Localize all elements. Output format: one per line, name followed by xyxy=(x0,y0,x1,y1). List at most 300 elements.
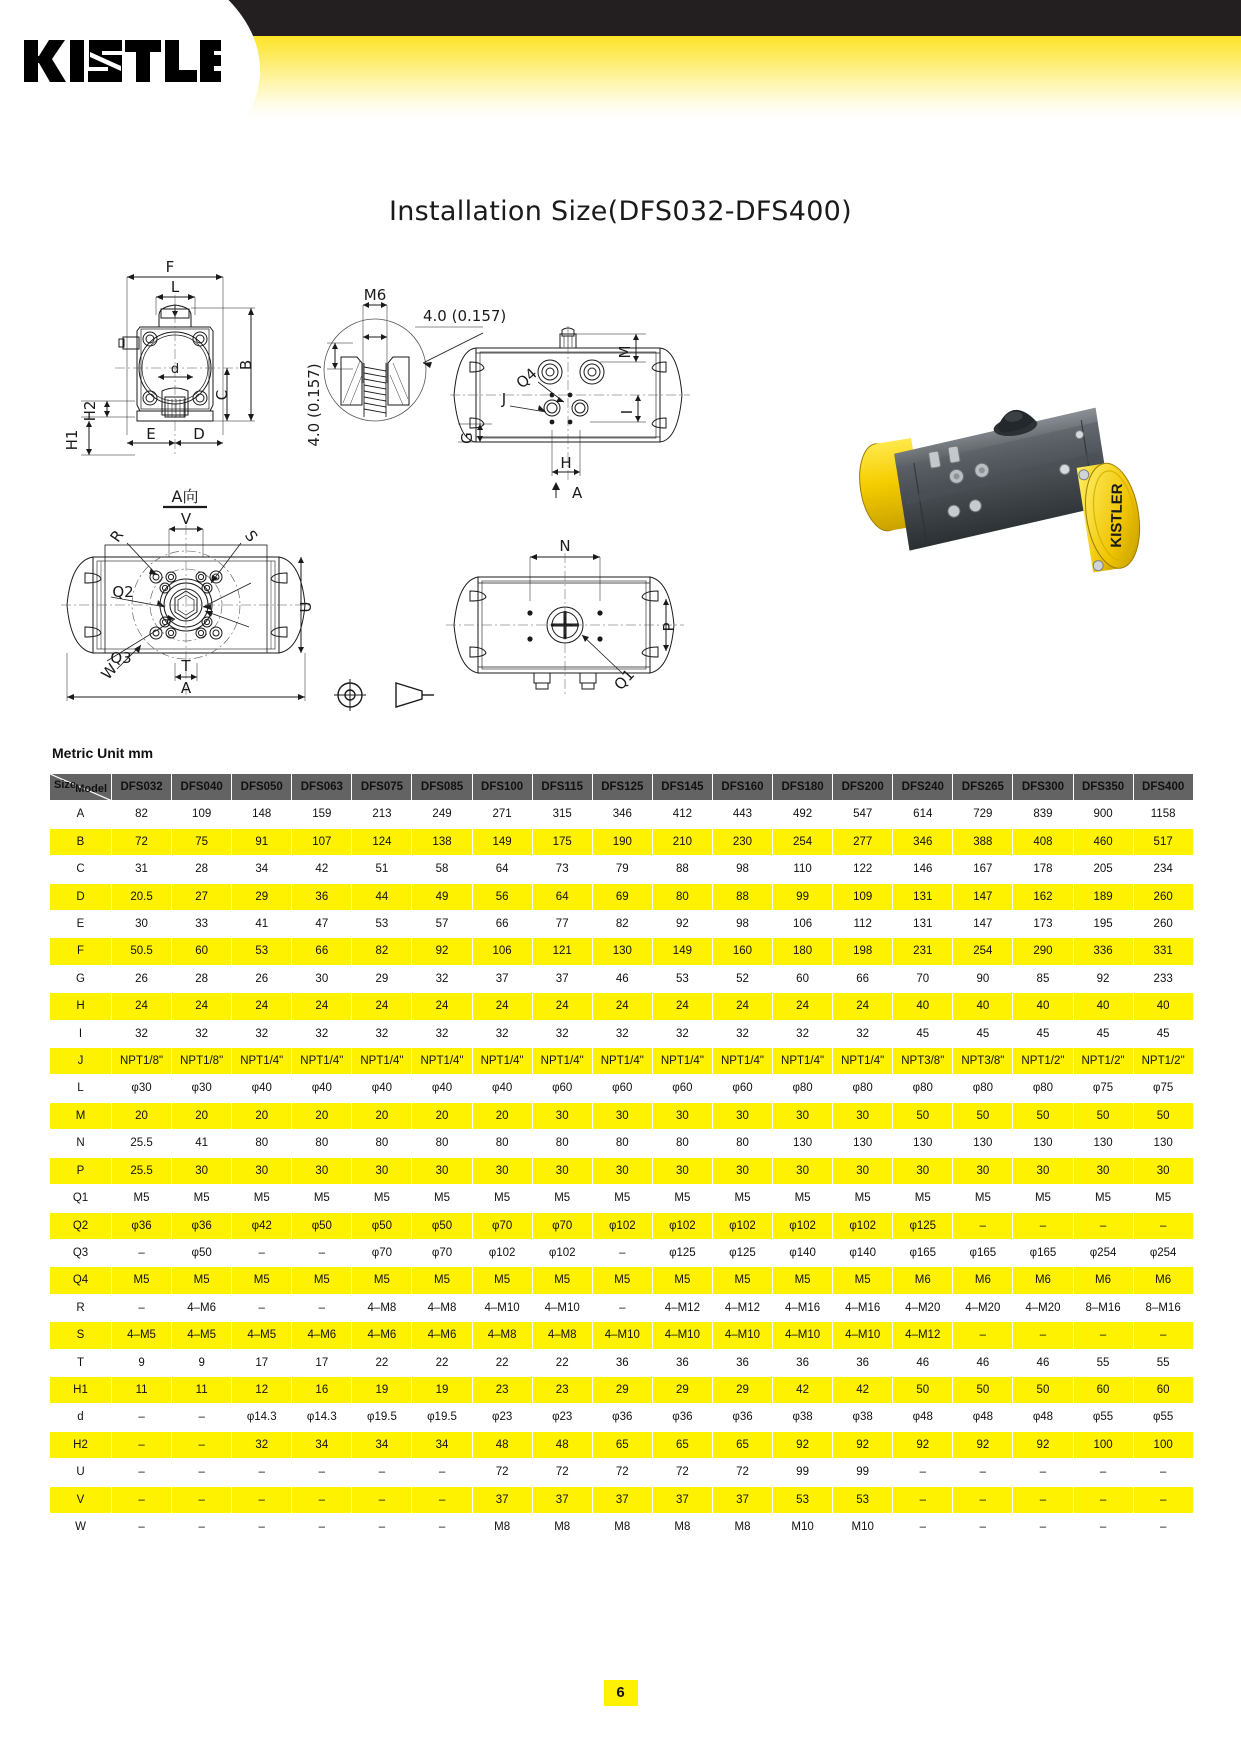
table-cell: – xyxy=(112,1459,172,1486)
table-row xyxy=(50,1075,1194,1102)
table-cell: M5 xyxy=(472,1267,532,1294)
table-cell: 492 xyxy=(773,801,833,828)
table-cell: 53 xyxy=(232,938,292,965)
table-cell: φ254 xyxy=(1133,1239,1193,1266)
kistler-logo xyxy=(22,38,222,84)
table-cell: 22 xyxy=(352,1349,412,1376)
table-cell: 729 xyxy=(953,801,1013,828)
table-cell: M5 xyxy=(412,1185,472,1212)
table-header-row xyxy=(50,774,1194,801)
table-cell: 30 xyxy=(712,1157,772,1184)
table-cell: 29 xyxy=(352,965,412,992)
table-cell: 80 xyxy=(232,1130,292,1157)
table-cell: φ75 xyxy=(1073,1075,1133,1102)
table-cell: 66 xyxy=(292,938,352,965)
table-cell: φ254 xyxy=(1073,1239,1133,1266)
table-cell: 24 xyxy=(592,993,652,1020)
table-cell: 9 xyxy=(112,1349,172,1376)
table-cell: 34 xyxy=(232,856,292,883)
table-cell: 42 xyxy=(773,1376,833,1403)
table-cell: 80 xyxy=(592,1130,652,1157)
table-cell: 233 xyxy=(1133,965,1193,992)
table-cell: 900 xyxy=(1073,801,1133,828)
table-cell: 92 xyxy=(412,938,472,965)
table-cell: 55 xyxy=(1073,1349,1133,1376)
table-cell: φ102 xyxy=(773,1212,833,1239)
table-cell: – xyxy=(232,1513,292,1540)
table-cell: 37 xyxy=(472,1486,532,1513)
table-cell: 64 xyxy=(532,883,592,910)
table-cell: 173 xyxy=(1013,911,1073,938)
table-cell: 80 xyxy=(652,883,712,910)
table-row xyxy=(50,828,1194,855)
table-col-header: DFS265 xyxy=(953,774,1013,801)
table-cell: 65 xyxy=(712,1431,772,1458)
table-row xyxy=(50,1020,1194,1047)
table-row xyxy=(50,1239,1194,1266)
table-cell: φ70 xyxy=(472,1212,532,1239)
table-cell: φ55 xyxy=(1073,1404,1133,1431)
table-cell: M5 xyxy=(352,1185,412,1212)
table-cell: 412 xyxy=(652,801,712,828)
table-cell: φ60 xyxy=(592,1075,652,1102)
table-row-label: L xyxy=(50,1075,112,1102)
table-cell: M5 xyxy=(472,1185,532,1212)
table-cell: φ36 xyxy=(172,1212,232,1239)
table-cell: – xyxy=(1073,1459,1133,1486)
table-cell: 88 xyxy=(652,856,712,883)
table-cell: 30 xyxy=(833,1102,893,1129)
dim-label-V: V xyxy=(180,510,192,528)
table-cell: 195 xyxy=(1073,911,1133,938)
table-row-label: T xyxy=(50,1349,112,1376)
table-cell: 336 xyxy=(1073,938,1133,965)
table-cell: – xyxy=(893,1486,953,1513)
table-cell: – xyxy=(893,1513,953,1540)
table-cell: NPT1/4" xyxy=(592,1048,652,1075)
table-cell: 24 xyxy=(112,993,172,1020)
table-row-label: S xyxy=(50,1322,112,1349)
table-cell: 88 xyxy=(712,883,772,910)
dim-label-J: J xyxy=(501,390,507,408)
table-cell: 443 xyxy=(712,801,772,828)
table-cell: 32 xyxy=(652,1020,712,1047)
table-cell: – xyxy=(1073,1486,1133,1513)
table-cell: – xyxy=(292,1294,352,1321)
table-row-label: I xyxy=(50,1020,112,1047)
table-cell: M5 xyxy=(292,1185,352,1212)
table-cell: – xyxy=(1013,1513,1073,1540)
table-col-header: DFS240 xyxy=(893,774,953,801)
table-cell: 30 xyxy=(1013,1157,1073,1184)
table-row-label: d xyxy=(50,1404,112,1431)
table-cell: 32 xyxy=(532,1020,592,1047)
table-cell: 130 xyxy=(833,1130,893,1157)
table-cell: 4–M8 xyxy=(412,1294,472,1321)
table-cell: φ165 xyxy=(1013,1239,1073,1266)
table-cell: φ102 xyxy=(833,1212,893,1239)
table-cell: φ80 xyxy=(893,1075,953,1102)
table-cell: NPT1/2" xyxy=(1073,1048,1133,1075)
table-cell: 20 xyxy=(352,1102,412,1129)
table-cell: 32 xyxy=(773,1020,833,1047)
table-cell: 37 xyxy=(652,1486,712,1513)
table-cell: 20 xyxy=(412,1102,472,1129)
table-cell: 149 xyxy=(652,938,712,965)
table-cell: 167 xyxy=(953,856,1013,883)
table-cell: φ50 xyxy=(172,1239,232,1266)
table-cell: φ36 xyxy=(652,1404,712,1431)
table-cell: 29 xyxy=(652,1376,712,1403)
table-cell: 34 xyxy=(352,1431,412,1458)
dim-label-H1: H1 xyxy=(63,429,81,451)
table-cell: 32 xyxy=(412,1020,472,1047)
table-row xyxy=(50,1130,1194,1157)
table-col-header: DFS145 xyxy=(652,774,712,801)
dim-label-U: U xyxy=(297,601,315,613)
table-cell: 4–M10 xyxy=(532,1294,592,1321)
table-cell: NPT1/4" xyxy=(412,1048,472,1075)
table-cell: M6 xyxy=(893,1267,953,1294)
table-row-label: H2 xyxy=(50,1431,112,1458)
table-cell: 75 xyxy=(172,828,232,855)
table-cell: 20 xyxy=(172,1102,232,1129)
table-cell: 130 xyxy=(592,938,652,965)
section-label-A: A xyxy=(572,484,583,502)
table-cell: 4–M5 xyxy=(172,1322,232,1349)
table-cell: 32 xyxy=(712,1020,772,1047)
dim-label-F: F xyxy=(165,258,175,276)
table-cell: NPT1/4" xyxy=(652,1048,712,1075)
table-cell: 147 xyxy=(953,911,1013,938)
table-cell: 31 xyxy=(112,856,172,883)
table-corner-header xyxy=(50,774,112,801)
table-cell: 92 xyxy=(893,1431,953,1458)
table-cell: 37 xyxy=(532,965,592,992)
table-cell: 30 xyxy=(1133,1157,1193,1184)
table-row-label: W xyxy=(50,1513,112,1540)
table-cell: M6 xyxy=(1073,1267,1133,1294)
table-cell: 40 xyxy=(1013,993,1073,1020)
table-col-header: DFS040 xyxy=(172,774,232,801)
table-cell: 36 xyxy=(652,1349,712,1376)
table-cell: 24 xyxy=(833,993,893,1020)
table-cell: 4–M8 xyxy=(472,1322,532,1349)
table-cell: 210 xyxy=(652,828,712,855)
table-cell: NPT1/4" xyxy=(472,1048,532,1075)
table-cell: 37 xyxy=(592,1486,652,1513)
table-cell: 162 xyxy=(1013,883,1073,910)
table-cell: 82 xyxy=(352,938,412,965)
dim-label-M: M xyxy=(616,345,634,359)
table-row-label: B xyxy=(50,828,112,855)
corner-label-size: Size xyxy=(54,779,77,791)
table-cell: 46 xyxy=(953,1349,1013,1376)
table-cell: φ70 xyxy=(532,1212,592,1239)
table-cell: φ60 xyxy=(712,1075,772,1102)
table-cell: 230 xyxy=(712,828,772,855)
table-cell: M5 xyxy=(773,1185,833,1212)
table-cell: 28 xyxy=(172,965,232,992)
table-cell: – xyxy=(172,1486,232,1513)
table-cell: 408 xyxy=(1013,828,1073,855)
table-cell: 48 xyxy=(472,1431,532,1458)
table-cell: M6 xyxy=(1133,1267,1193,1294)
table-cell: 121 xyxy=(532,938,592,965)
table-cell: M5 xyxy=(712,1267,772,1294)
table-cell: 37 xyxy=(712,1486,772,1513)
table-cell: M5 xyxy=(893,1185,953,1212)
table-cell: – xyxy=(1013,1459,1073,1486)
table-cell: 32 xyxy=(232,1020,292,1047)
dim-label-4-0-vertical: 4.0 (0.157) xyxy=(305,363,323,447)
table-row xyxy=(50,1212,1194,1239)
page-header xyxy=(0,0,1241,118)
table-cell: M5 xyxy=(833,1267,893,1294)
table-cell: 41 xyxy=(232,911,292,938)
table-cell: 41 xyxy=(172,1130,232,1157)
table-cell: NPT3/8" xyxy=(893,1048,953,1075)
table-cell: 80 xyxy=(652,1130,712,1157)
table-cell: 45 xyxy=(893,1020,953,1047)
table-cell: φ38 xyxy=(773,1404,833,1431)
table-cell: 30 xyxy=(592,1102,652,1129)
table-row xyxy=(50,856,1194,883)
table-cell: 20.5 xyxy=(112,883,172,910)
table-col-header: DFS063 xyxy=(292,774,352,801)
table-cell: 4–M6 xyxy=(172,1294,232,1321)
table-cell: 460 xyxy=(1073,828,1133,855)
table-cell: 19 xyxy=(352,1376,412,1403)
table-cell: 80 xyxy=(352,1130,412,1157)
table-row xyxy=(50,1185,1194,1212)
table-cell: 25.5 xyxy=(112,1157,172,1184)
table-row xyxy=(50,1459,1194,1486)
table-cell: 77 xyxy=(532,911,592,938)
table-cell: φ125 xyxy=(712,1239,772,1266)
table-cell: 100 xyxy=(1073,1431,1133,1458)
table-row-label: M xyxy=(50,1102,112,1129)
table-cell: 277 xyxy=(833,828,893,855)
table-cell: 80 xyxy=(412,1130,472,1157)
table-cell: 4–M12 xyxy=(712,1294,772,1321)
table-cell: 122 xyxy=(833,856,893,883)
table-cell: 254 xyxy=(953,938,1013,965)
table-cell: 40 xyxy=(1133,993,1193,1020)
table-col-header: DFS032 xyxy=(112,774,172,801)
table-cell: 79 xyxy=(592,856,652,883)
table-row-label: J xyxy=(50,1048,112,1075)
table-cell: M5 xyxy=(172,1185,232,1212)
table-cell: – xyxy=(172,1459,232,1486)
table-cell: 32 xyxy=(292,1020,352,1047)
table-cell: – xyxy=(232,1459,292,1486)
table-cell: 49 xyxy=(412,883,472,910)
table-cell: 106 xyxy=(472,938,532,965)
table-cell: φ48 xyxy=(953,1404,1013,1431)
table-cell: – xyxy=(953,1513,1013,1540)
table-cell: 130 xyxy=(1133,1130,1193,1157)
table-cell: M5 xyxy=(953,1185,1013,1212)
dim-label-H: H xyxy=(560,454,572,472)
table-cell: 80 xyxy=(532,1130,592,1157)
drawing-side-view xyxy=(440,300,700,500)
table-cell: 190 xyxy=(592,828,652,855)
table-cell: 4–M6 xyxy=(292,1322,352,1349)
table-cell: NPT1/8" xyxy=(112,1048,172,1075)
table-cell: 24 xyxy=(412,993,472,1020)
table-cell: 4–M10 xyxy=(652,1322,712,1349)
table-cell: φ36 xyxy=(112,1212,172,1239)
drawing-symbols xyxy=(330,675,450,715)
table-cell: 29 xyxy=(232,883,292,910)
table-cell: 24 xyxy=(172,993,232,1020)
table-cell: 98 xyxy=(712,856,772,883)
table-cell: 23 xyxy=(472,1376,532,1403)
dim-label-Q3: Q3 xyxy=(110,649,132,667)
table-cell: 50 xyxy=(1073,1102,1133,1129)
table-cell: M5 xyxy=(292,1267,352,1294)
table-cell: φ165 xyxy=(893,1239,953,1266)
table-cell: 109 xyxy=(833,883,893,910)
table-cell: 30 xyxy=(1073,1157,1133,1184)
table-row xyxy=(50,1048,1194,1075)
table-cell: M10 xyxy=(833,1513,893,1540)
table-row-label: U xyxy=(50,1459,112,1486)
table-row-label: Q2 xyxy=(50,1212,112,1239)
table-cell: 92 xyxy=(652,911,712,938)
table-cell: 29 xyxy=(712,1376,772,1403)
table-cell: 346 xyxy=(893,828,953,855)
table-cell: M6 xyxy=(1013,1267,1073,1294)
table-cell: 32 xyxy=(412,965,472,992)
table-cell: φ102 xyxy=(712,1212,772,1239)
table-row xyxy=(50,911,1194,938)
table-header xyxy=(50,774,1194,801)
table-cell: 42 xyxy=(833,1376,893,1403)
table-cell: 254 xyxy=(773,828,833,855)
table-cell: 65 xyxy=(592,1431,652,1458)
table-cell: NPT1/2" xyxy=(1013,1048,1073,1075)
table-cell: 85 xyxy=(1013,965,1073,992)
table-cell: 58 xyxy=(412,856,472,883)
table-cell: NPT1/8" xyxy=(172,1048,232,1075)
table-cell: 20 xyxy=(232,1102,292,1129)
table-cell: M5 xyxy=(1133,1185,1193,1212)
table-cell: 50 xyxy=(1013,1376,1073,1403)
table-cell: 65 xyxy=(652,1431,712,1458)
dim-label-M6: M6 xyxy=(363,286,387,304)
table-cell: 53 xyxy=(773,1486,833,1513)
corner-label-model: Model xyxy=(75,783,107,795)
table-cell: – xyxy=(1073,1212,1133,1239)
table-cell: M6 xyxy=(953,1267,1013,1294)
table-cell: 36 xyxy=(833,1349,893,1376)
metric-unit-note: Metric Unit mm xyxy=(52,745,154,761)
table-cell: NPT1/4" xyxy=(532,1048,592,1075)
table-cell: 50 xyxy=(893,1376,953,1403)
table-cell: 50 xyxy=(953,1102,1013,1129)
table-cell: 131 xyxy=(893,883,953,910)
table-cell: 4–M5 xyxy=(112,1322,172,1349)
table-cell: 36 xyxy=(292,883,352,910)
table-cell: 30 xyxy=(953,1157,1013,1184)
table-cell: 4–M10 xyxy=(773,1322,833,1349)
table-cell: 4–M8 xyxy=(532,1322,592,1349)
table-cell: NPT1/4" xyxy=(712,1048,772,1075)
table-cell: 4–M16 xyxy=(773,1294,833,1321)
table-cell: 40 xyxy=(1073,993,1133,1020)
table-cell: 90 xyxy=(953,965,1013,992)
dim-label-Q4: Q4 xyxy=(512,364,541,393)
table-cell: 64 xyxy=(472,856,532,883)
table-cell: 16 xyxy=(292,1376,352,1403)
table-cell: M8 xyxy=(712,1513,772,1540)
table-cell: φ40 xyxy=(292,1075,352,1102)
table-cell: M5 xyxy=(112,1185,172,1212)
table-cell: M5 xyxy=(412,1267,472,1294)
table-cell: 30 xyxy=(472,1157,532,1184)
table-cell: 72 xyxy=(592,1459,652,1486)
table-cell: φ40 xyxy=(352,1075,412,1102)
table-cell: NPT1/4" xyxy=(352,1048,412,1075)
table-row-label: P xyxy=(50,1157,112,1184)
table-cell: 8–M16 xyxy=(1073,1294,1133,1321)
table-cell: 57 xyxy=(412,911,472,938)
table-cell: 92 xyxy=(953,1431,1013,1458)
table-body xyxy=(50,801,1194,1541)
table-cell: 92 xyxy=(773,1431,833,1458)
table-cell: – xyxy=(412,1486,472,1513)
table-col-header: DFS300 xyxy=(1013,774,1073,801)
table-cell: 44 xyxy=(352,883,412,910)
table-row-label: G xyxy=(50,965,112,992)
table-row-label: A xyxy=(50,801,112,828)
table-cell: 56 xyxy=(472,883,532,910)
table-cell: 45 xyxy=(953,1020,1013,1047)
table-cell: 30 xyxy=(532,1102,592,1129)
table-cell: φ30 xyxy=(112,1075,172,1102)
table-row xyxy=(50,1294,1194,1321)
table-cell: 130 xyxy=(773,1130,833,1157)
table-cell: – xyxy=(172,1404,232,1431)
table-cell: M5 xyxy=(773,1267,833,1294)
table-cell: 205 xyxy=(1073,856,1133,883)
table-cell: 106 xyxy=(773,911,833,938)
table-cell: φ55 xyxy=(1133,1404,1193,1431)
table-cell: M5 xyxy=(1013,1185,1073,1212)
table-cell: 249 xyxy=(412,801,472,828)
table-cell: 290 xyxy=(1013,938,1073,965)
table-cell: NPT1/4" xyxy=(833,1048,893,1075)
table-cell: 28 xyxy=(172,856,232,883)
table-col-header: DFS085 xyxy=(412,774,472,801)
table-cell: 20 xyxy=(112,1102,172,1129)
table-cell: 20 xyxy=(472,1102,532,1129)
table-cell: – xyxy=(592,1239,652,1266)
table-cell: 17 xyxy=(292,1349,352,1376)
table-cell: 30 xyxy=(352,1157,412,1184)
table-cell: 11 xyxy=(112,1376,172,1403)
dim-label-d: d xyxy=(170,362,180,377)
table-cell: 517 xyxy=(1133,828,1193,855)
table-cell: 30 xyxy=(652,1157,712,1184)
table-cell: 4–M20 xyxy=(1013,1294,1073,1321)
table-cell: φ102 xyxy=(592,1212,652,1239)
table-cell: 46 xyxy=(893,1349,953,1376)
table-cell: 69 xyxy=(592,883,652,910)
table-cell: φ30 xyxy=(172,1075,232,1102)
